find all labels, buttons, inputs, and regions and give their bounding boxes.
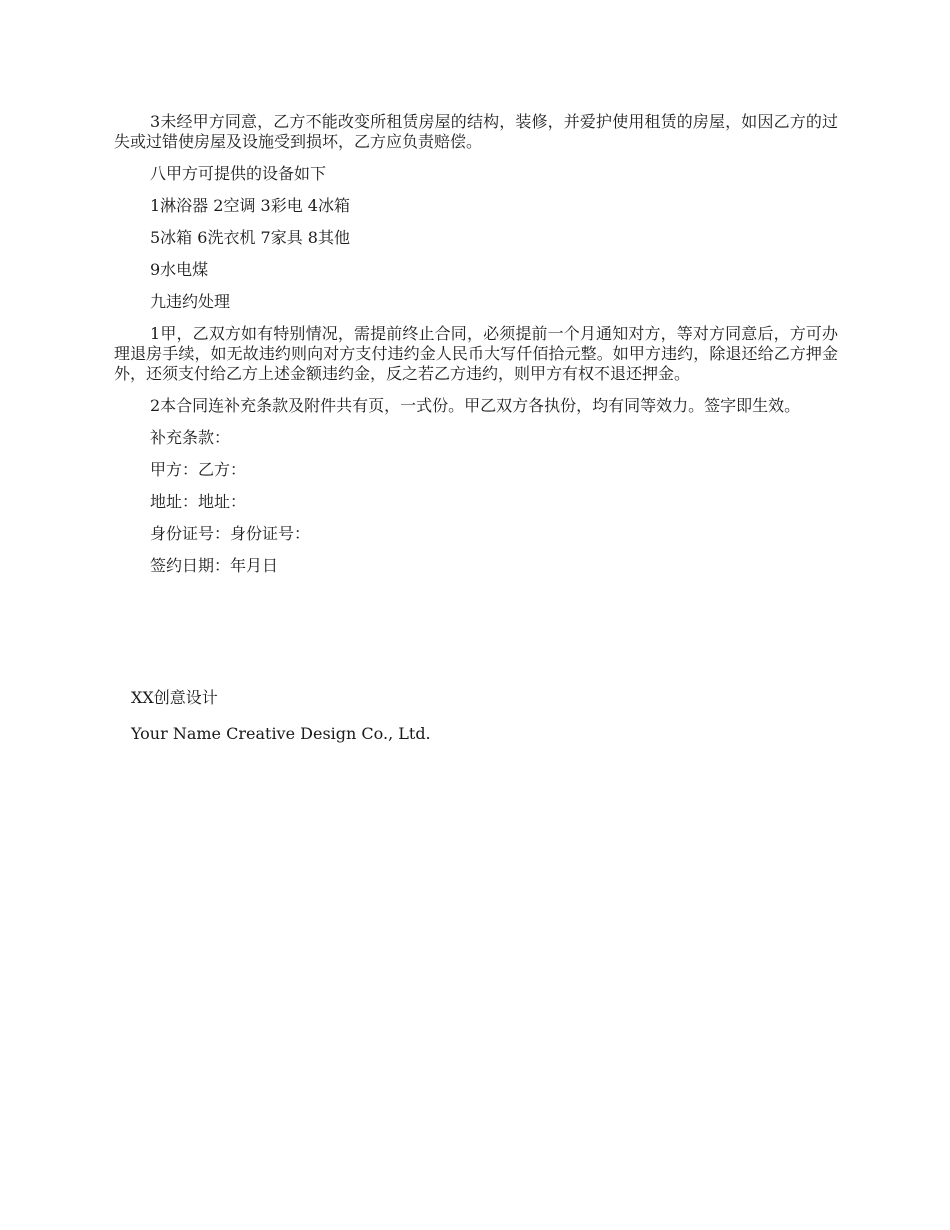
clause-copies-validity: 2本合同连补充条款及附件共有页，一式份。甲乙双方各执份，均有同等效力。签字即生效。 — [150, 396, 801, 415]
signing-date-line: 签约日期：年月日 — [150, 556, 279, 575]
equipment-list-line-3: 9水电煤 — [150, 260, 209, 279]
clause-structure-repair: 3未经甲方同意，乙方不能改变所租赁房屋的结构，装修，并爱护使用租赁的房屋，如因乙方的过失或过错使房屋及设施受到损坏，乙方应负责赔偿。 — [114, 112, 838, 151]
clause-early-termination: 1甲，乙双方如有特别情况，需提前终止合同，必须提前一个月通知对方，等对方同意后，方可办理退房手续，如无故违约则向对方支付违约金人民币大写仟佰拾元整。如甲方违约，除退还给乙方押金外，还须支付给乙方上述金额违约金，反之若乙方违约，则甲方有权不退还押金。 — [114, 324, 838, 383]
document-body — [114, 112, 838, 588]
party-id-number-line: 身份证号：身份证号： — [150, 524, 311, 543]
supplementary-terms-label: 补充条款： — [150, 428, 231, 447]
party-names-line: 甲方：乙方： — [150, 460, 247, 479]
company-name-cn: XX创意设计 — [131, 688, 218, 707]
equipment-list-line-1: 1淋浴器 2空调 3彩电 4冰箱 — [150, 196, 350, 215]
party-address-line: 地址：地址： — [150, 492, 247, 511]
section-breach-heading: 九违约处理 — [150, 292, 231, 311]
equipment-list-line-2: 5冰箱 6洗衣机 7家具 8其他 — [150, 228, 350, 247]
section-equipment-heading: 八甲方可提供的设备如下 — [150, 164, 327, 183]
company-name-en: Your Name Creative Design Co., Ltd. — [131, 724, 431, 743]
